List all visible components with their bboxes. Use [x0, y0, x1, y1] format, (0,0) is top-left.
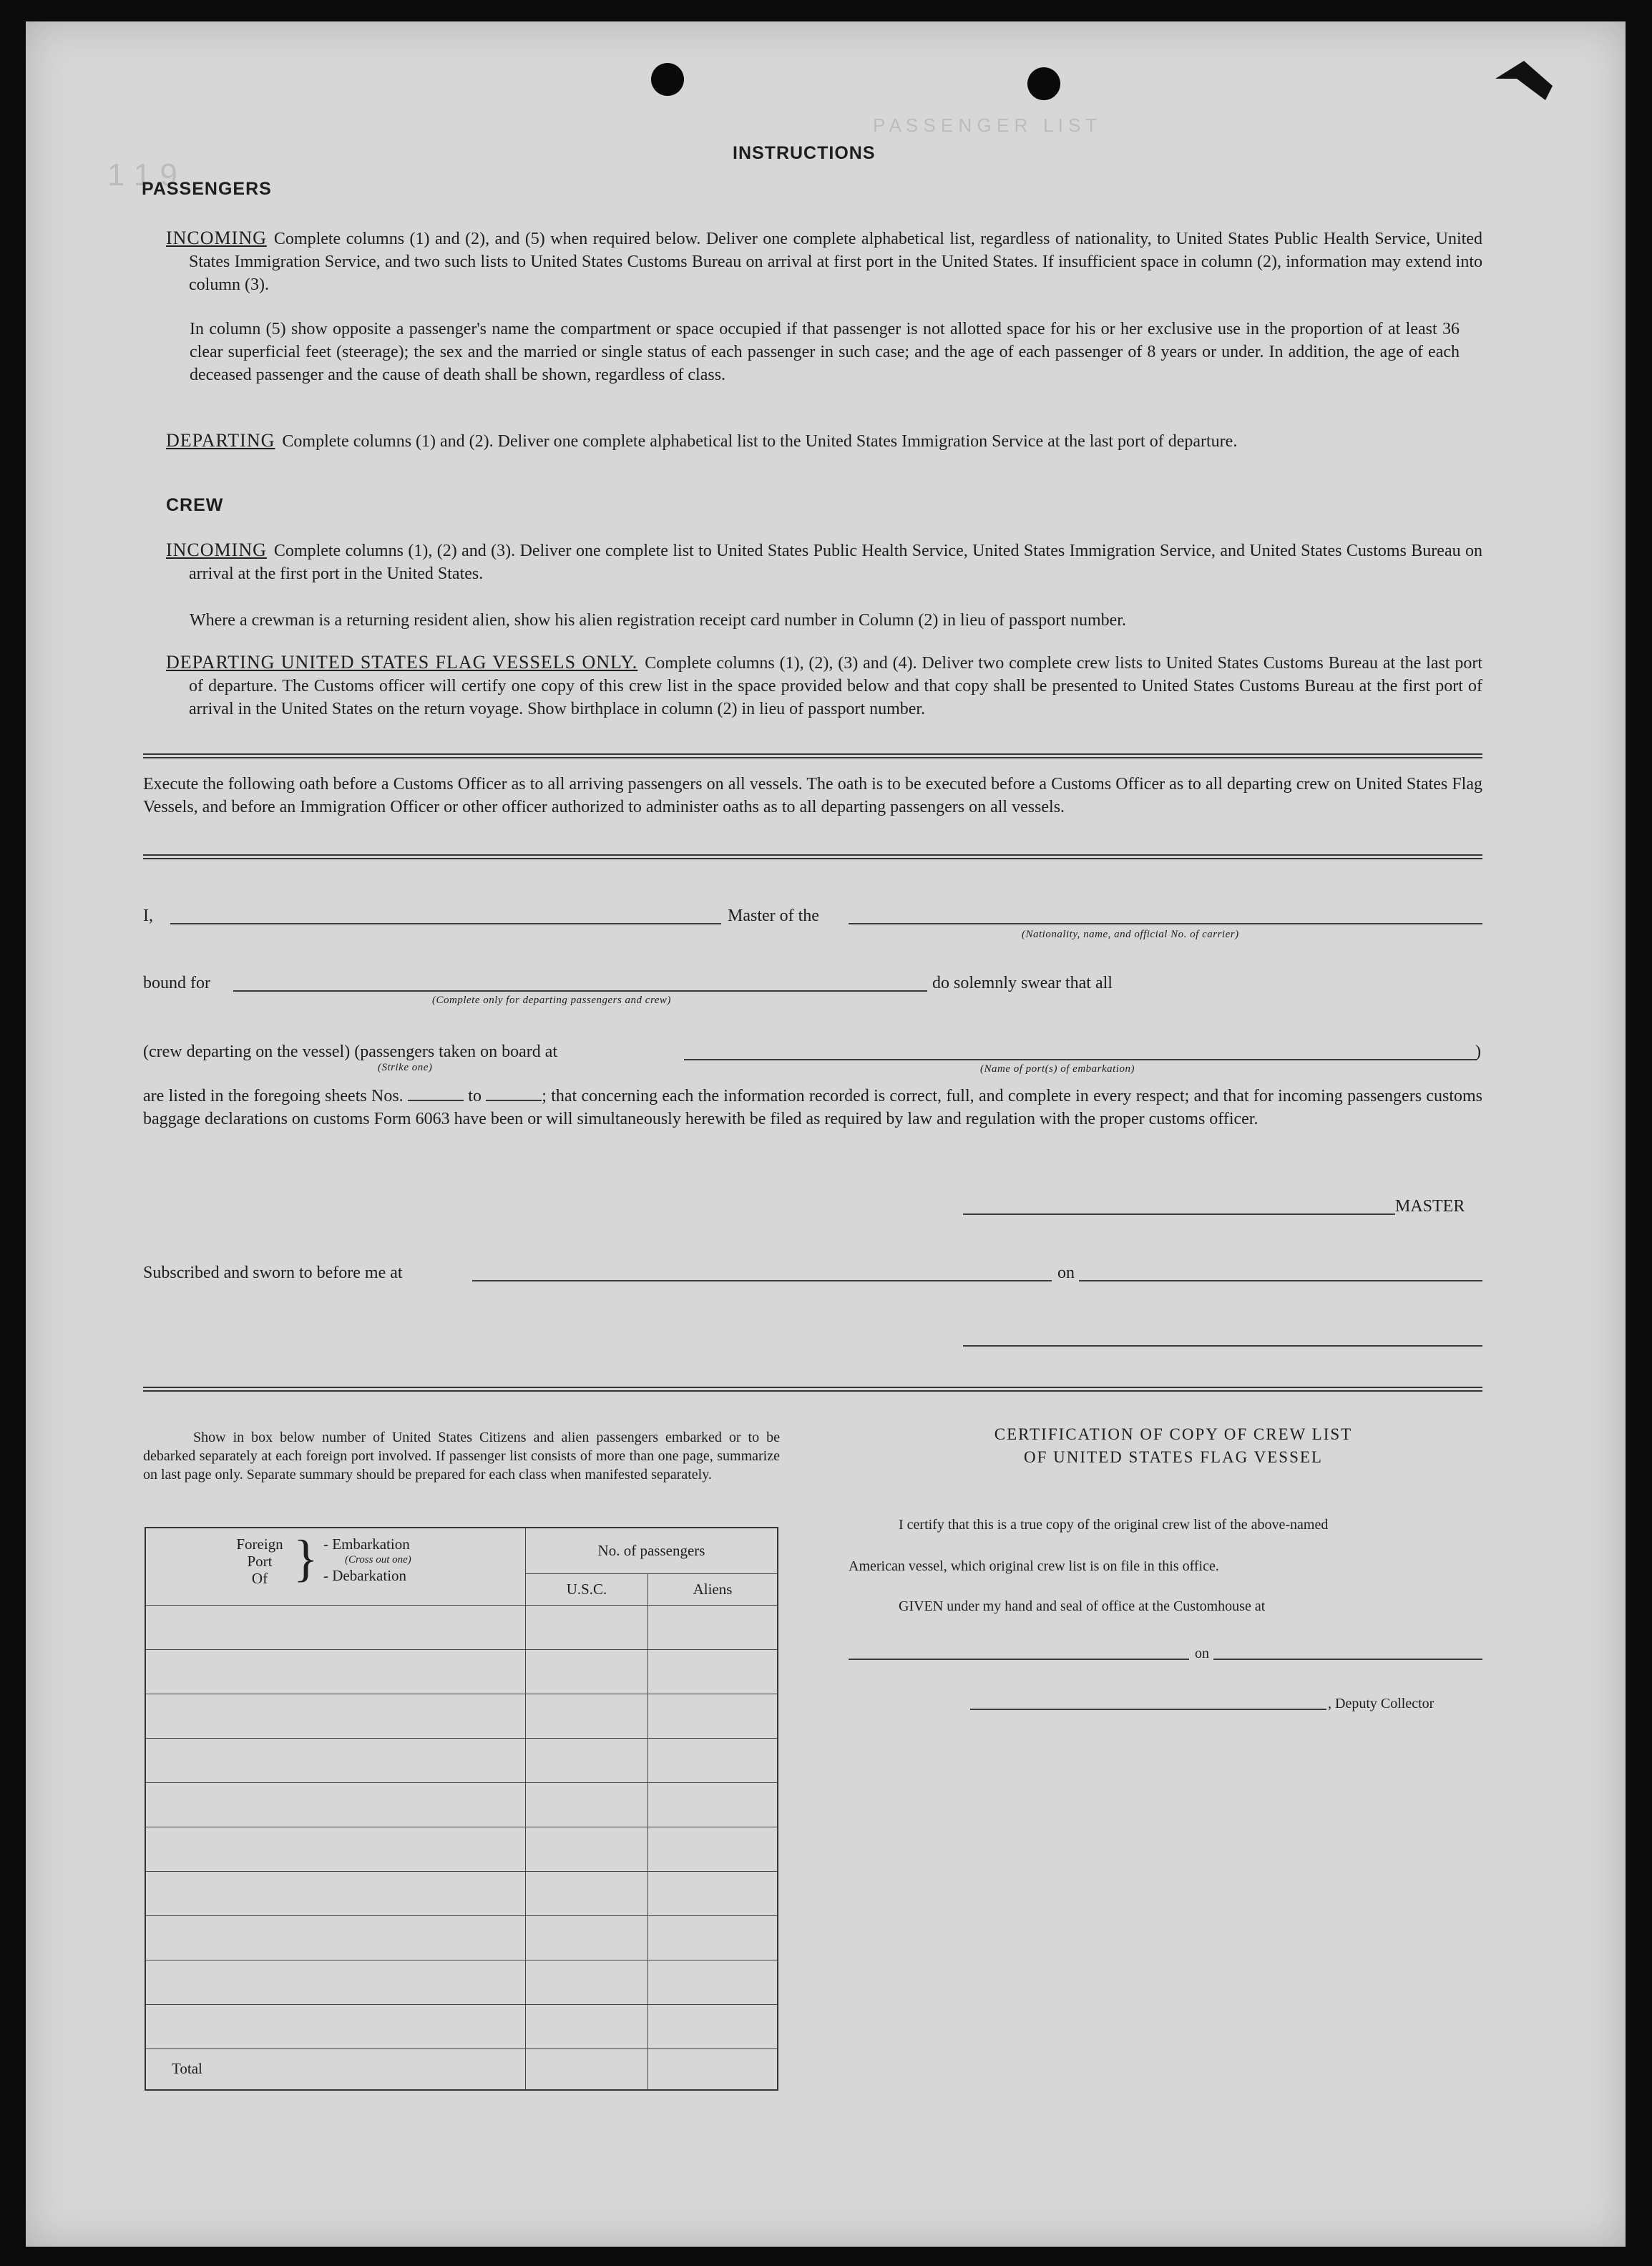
port-label: Port — [247, 1553, 273, 1570]
crew-departing-text: Complete columns (1), (2), (3) and (4). Deliver two complete crew lists to United States Customs Bureau at the last port of departure. The Customs officer will certify one copy of this crew list in the space provided below and that copy shall be presented to United States Customs Bureau at the first port of arrival in the United States on the return voyage. Show birthplace in column (2) in lieu of passport number. — [189, 654, 1482, 718]
usc-cell[interactable] — [526, 1649, 648, 1694]
punch-hole-right — [1027, 67, 1060, 100]
port-cell[interactable] — [145, 1605, 526, 1649]
sworn-at-field[interactable] — [472, 1280, 1052, 1281]
crew-incoming-label: INCOMING — [166, 539, 267, 560]
bound-for-caption: (Complete only for departing passengers and crew) — [432, 995, 671, 1006]
usc-cell[interactable] — [526, 1915, 648, 1960]
usc-cell[interactable] — [526, 1605, 648, 1649]
port-cell[interactable] — [145, 1871, 526, 1915]
crew-resident-alien-instruction: Where a crewman is a returning resident alien, show his alien registration receipt card number in Column (2) in lieu of passport number. — [190, 611, 1126, 630]
table-row — [145, 1871, 778, 1915]
crew-passengers-label: (crew departing on the vessel) (passengers taken on board at — [143, 1042, 558, 1061]
crew-incoming-text: Complete columns (1), (2) and (3). Deliver one complete list to United States Public Health Service, United States Immigration Service, and United States Customs Bureau on arrival at the first port in the United States. — [189, 542, 1482, 583]
embarkation-port-field[interactable] — [684, 1059, 1477, 1060]
passengers-departing-text: Complete columns (1) and (2). Deliver one complete alphabetical list to the United States Immigration Service at the last port of departure. — [282, 432, 1238, 451]
close-paren: ) — [1475, 1042, 1481, 1061]
subscribed-sworn-label: Subscribed and sworn to before me at — [143, 1264, 403, 1282]
usc-cell[interactable] — [526, 1960, 648, 2004]
of-label: Of — [251, 1570, 268, 1587]
foreign-label: Foreign — [236, 1535, 283, 1553]
officer-signature-field[interactable] — [963, 1345, 1482, 1347]
aliens-cell[interactable] — [648, 1871, 778, 1915]
port-cell[interactable] — [145, 1915, 526, 1960]
sheet-from-field[interactable] — [408, 1085, 464, 1101]
usc-cell[interactable] — [526, 1694, 648, 1738]
bound-for-field[interactable] — [233, 990, 927, 992]
usc-cell[interactable] — [526, 2004, 648, 2048]
passengers-incoming-label: INCOMING — [166, 228, 267, 248]
certification-date-field[interactable] — [1213, 1659, 1482, 1660]
certification-heading-1: CERTIFICATION OF COPY OF CREW LIST — [994, 1425, 1353, 1443]
table-row — [145, 1738, 778, 1782]
sheet-to-field[interactable] — [486, 1085, 542, 1101]
oath-i-label: I, — [143, 907, 153, 925]
listed-sheets-label: are listed in the foregoing sheets Nos. — [143, 1087, 404, 1105]
sworn-on-label: on — [1057, 1264, 1075, 1282]
port-cell[interactable] — [145, 1649, 526, 1694]
deputy-collector-label: , Deputy Collector — [1328, 1696, 1434, 1711]
port-cell[interactable] — [145, 2004, 526, 2048]
debarkation-label: - Debarkation — [323, 1567, 407, 1584]
certification-on-label: on — [1195, 1646, 1209, 1661]
summary-instruction: Show in box below number of United States Citizens and alien passengers embarked or to be debarked separately at each foreign port involved. If passenger list consists of more than one page, summarize on last page only. Separate summary should be prepared for each class when manifested separately. — [143, 1430, 780, 1483]
foreign-port-header — [145, 1528, 526, 1605]
embarkation-port-caption: (Name of port(s) of embarkation) — [980, 1063, 1135, 1075]
certification-line-2: American vessel, which original crew list is on file in this office. — [849, 1558, 1219, 1574]
table-row — [145, 1605, 778, 1649]
section-divider-1 — [143, 753, 1482, 758]
port-cell[interactable] — [145, 1738, 526, 1782]
master-of-the-label: Master of the — [728, 907, 819, 925]
cross-out-caption: (Cross out one) — [345, 1554, 411, 1566]
aliens-cell[interactable] — [648, 2004, 778, 2048]
passengers-departing-label: DEPARTING — [166, 430, 275, 451]
port-cell[interactable] — [145, 1782, 526, 1827]
aliens-cell[interactable] — [648, 1827, 778, 1871]
usc-cell[interactable] — [526, 1738, 648, 1782]
crew-incoming-instruction — [166, 539, 1482, 585]
embarkation-label: - Embarkation — [323, 1535, 410, 1553]
usc-header: U.S.C. — [526, 1573, 648, 1605]
bleed-through-marks-2: 1 1 9 — [107, 157, 177, 192]
certification-heading-2: OF UNITED STATES FLAG VESSEL — [1024, 1448, 1323, 1466]
aliens-cell[interactable] — [648, 1605, 778, 1649]
port-cell[interactable] — [145, 1827, 526, 1871]
table-row — [145, 2004, 778, 2048]
page-title: INSTRUCTIONS — [733, 143, 876, 163]
usc-cell[interactable] — [526, 1871, 648, 1915]
bound-for-label: bound for — [143, 974, 210, 992]
total-label: Total — [145, 2048, 526, 2090]
aliens-cell[interactable] — [648, 1960, 778, 2004]
corner-tear-mark — [1488, 57, 1560, 107]
crew-heading: CREW — [166, 495, 224, 515]
aliens-cell[interactable] — [648, 1694, 778, 1738]
master-signature-label: MASTER — [1395, 1197, 1465, 1216]
no-of-passengers-header: No. of passengers — [526, 1528, 778, 1573]
brace-icon: } — [293, 1530, 318, 1587]
aliens-cell[interactable] — [648, 1782, 778, 1827]
solemnly-swear-label: do solemnly swear that all — [932, 974, 1113, 992]
oath-statement — [143, 1085, 1482, 1130]
master-name-field[interactable] — [170, 923, 721, 924]
section-divider-2 — [143, 854, 1482, 859]
section-divider-3 — [143, 1387, 1482, 1392]
customhouse-field[interactable] — [849, 1659, 1189, 1660]
table-row — [145, 1827, 778, 1871]
deputy-collector-signature-field[interactable] — [970, 1709, 1326, 1710]
table-row — [145, 1694, 778, 1738]
oath-statement-text: ; that concerning each the information recorded is correct, full, and complete in every respect; and that for incoming passengers customs baggage declarations on customs Form 6063 have been or will simultaneously herewith be filed as required by law and regulation with the proper customs officer. — [143, 1087, 1483, 1128]
passengers-column5-instruction: In column (5) show opposite a passenger's name the compartment or space occupied if that passenger is not allotted space for his or her exclusive use in the proportion of at least 36 clear superficial feet (steerage); the sex and the married or single status of each passenger in such case; and the age of each passenger of 8 years or under. In addition, the age of each deceased passenger and the cause of death shall be shown, regardless of class. — [190, 320, 1460, 384]
passengers-heading: PASSENGERS — [142, 179, 272, 199]
certification-line-3: GIVEN under my hand and seal of office at the Customhouse at — [899, 1598, 1266, 1614]
master-signature-field[interactable] — [963, 1213, 1395, 1215]
port-cell[interactable] — [145, 1694, 526, 1738]
crew-departing-label: DEPARTING UNITED STATES FLAG VESSELS ONLY. — [166, 652, 638, 673]
table-row — [145, 1649, 778, 1694]
passengers-incoming-instruction — [166, 227, 1482, 296]
sheets-to-label: to — [468, 1087, 482, 1105]
bleed-through-marks: P A S S E N G E R L I S T — [873, 114, 1098, 136]
aliens-cell[interactable] — [648, 1649, 778, 1694]
usc-total-cell[interactable] — [526, 2048, 648, 2090]
oath-instruction: Execute the following oath before a Customs Officer as to all arriving passengers on all vessels. The oath is to be executed before a Customs Officer as to all departing crew on United States Flag Vessels, and before an Immigration Officer or other officer authorized to administer oaths as to all departing passengers on all vessels. — [143, 775, 1482, 816]
total-row — [145, 2048, 778, 2090]
certification-line-1: I certify that this is a true copy of the original crew list of the above-named — [899, 1517, 1329, 1533]
passengers-departing-instruction — [166, 429, 1482, 453]
passenger-summary-table — [145, 1527, 778, 2091]
aliens-cell[interactable] — [648, 1738, 778, 1782]
carrier-field[interactable] — [849, 923, 1482, 924]
sworn-date-field[interactable] — [1079, 1280, 1482, 1281]
strike-one-caption: (Strike one) — [378, 1062, 433, 1073]
aliens-cell[interactable] — [648, 1915, 778, 1960]
usc-cell[interactable] — [526, 1827, 648, 1871]
table-row — [145, 1915, 778, 1960]
table-row — [145, 1782, 778, 1827]
passengers-incoming-text: Complete columns (1) and (2), and (5) when required below. Deliver one complete alphabetical list, regardless of nationality, to United States Public Health Service, United States Immigration Service, and two such lists to United States Customs Bureau on arrival at first port in the United States. If insufficient space in column (2), information may extend into column (3). — [189, 230, 1482, 294]
aliens-header: Aliens — [648, 1573, 778, 1605]
crew-departing-instruction — [166, 651, 1482, 721]
punch-hole-left — [651, 63, 684, 96]
port-cell[interactable] — [145, 1960, 526, 2004]
usc-cell[interactable] — [526, 1782, 648, 1827]
aliens-total-cell[interactable] — [648, 2048, 778, 2090]
table-row — [145, 1960, 778, 2004]
carrier-field-caption: (Nationality, name, and official No. of carrier) — [1022, 929, 1239, 940]
